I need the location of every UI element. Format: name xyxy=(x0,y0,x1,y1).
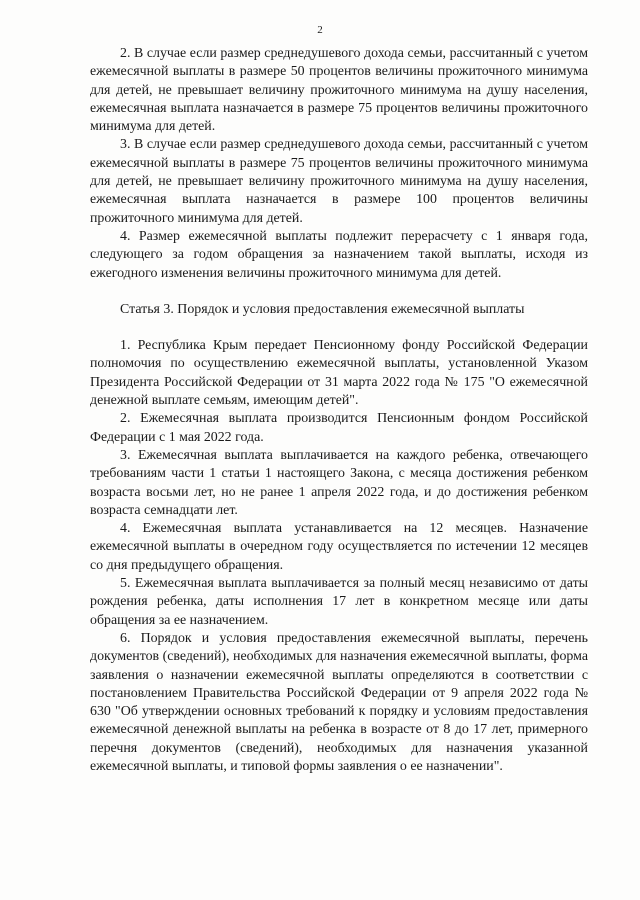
paragraph-article2-part3: 3. В случае если размер среднедушевого дохода семьи, рассчитанный с учетом ежемесячной выплаты в размере 75 процентов величины прожиточного минимума для детей, не превышает величину прожиточного минимума на душу населения, ежемесячная выплата назначается в размере 100 процентов величины прожиточного минимума для детей. xyxy=(90,137,588,226)
section-title-article3: Статья 3. Порядок и условия предоставления ежемесячной выплаты xyxy=(120,301,525,317)
paragraph-article2-part4: 4. Размер ежемесячной выплаты подлежит перерасчету с 1 января года, следующего за годом обращения за назначением такой выплаты, исходя из ежегодного изменения величины прожиточного минимума для детей. xyxy=(90,228,588,281)
page-number: 2 xyxy=(317,24,323,36)
paragraph-article3-part4: 4. Ежемесячная выплата устанавливается на 12 месяцев. Назначение ежемесячной выплаты в очередном году осуществляется по истечении 12 месяцев со дня предыдущего обращения. xyxy=(90,521,588,573)
paragraph-article2-part2: 2. В случае если размер среднедушевого дохода семьи, рассчитанный с учетом ежемесячной выплаты в размере 50 процентов величины прожиточного минимума для детей, не превышает величину прожиточного минимума на душу населения, ежемесячная выплата назначается в размере 75 процентов величины прожиточного минимума для детей. xyxy=(90,46,588,135)
paragraph-article3-part2: 2. Ежемесячная выплата производится Пенсионным фондом Российской Федерации с 1 мая 2022 года. xyxy=(90,411,588,445)
paragraph-article3-part1: 1. Республика Крым передает Пенсионному фонду Российской Федерации полномочия по осуществлению ежемесячной выплаты, установленной Указом Президента Российской Федерации от 31 марта 2022 года № 175 "О ежемесячной денежной выплате семьям, имеющим детей". xyxy=(90,338,588,409)
paragraph-article3-part3: 3. Ежемесячная выплата выплачивается на каждого ребенка, отвечающего требованиям части 1 статьи 1 настоящего Закона, с месяца достижения ребенком возраста восьми лет, но не ранее 1 апреля 2022 года, и до достижения ребенком возраста семнадцати лет. xyxy=(90,447,588,518)
paragraph-article3-part6: 6. Порядок и условия предоставления ежемесячной выплаты, перечень документов (сведений), необходимых для назначения ежемесячной выплаты, форма заявления о назначении ежемесячной выплаты определяются в соответствии с постановлением Правительства Российской Федерации от 9 апреля 2022 года № 630 "Об утверждении основных требований к порядку и условиям предоставления ежемесячной денежной выплаты на ребенка в возрасте от 8 до 17 лет, примерного перечня документов (сведений), необходимых для назначения указанной ежемесячной выплаты, и типовой формы заявления о ее назначении". xyxy=(90,630,588,774)
document-body xyxy=(90,45,588,776)
paragraph-article3-part5: 5. Ежемесячная выплата выплачивается за полный месяц независимо от даты рождения ребенка, даты исполнения 17 лет в конкретном месяце или даты обращения за ее назначением. xyxy=(90,576,588,628)
